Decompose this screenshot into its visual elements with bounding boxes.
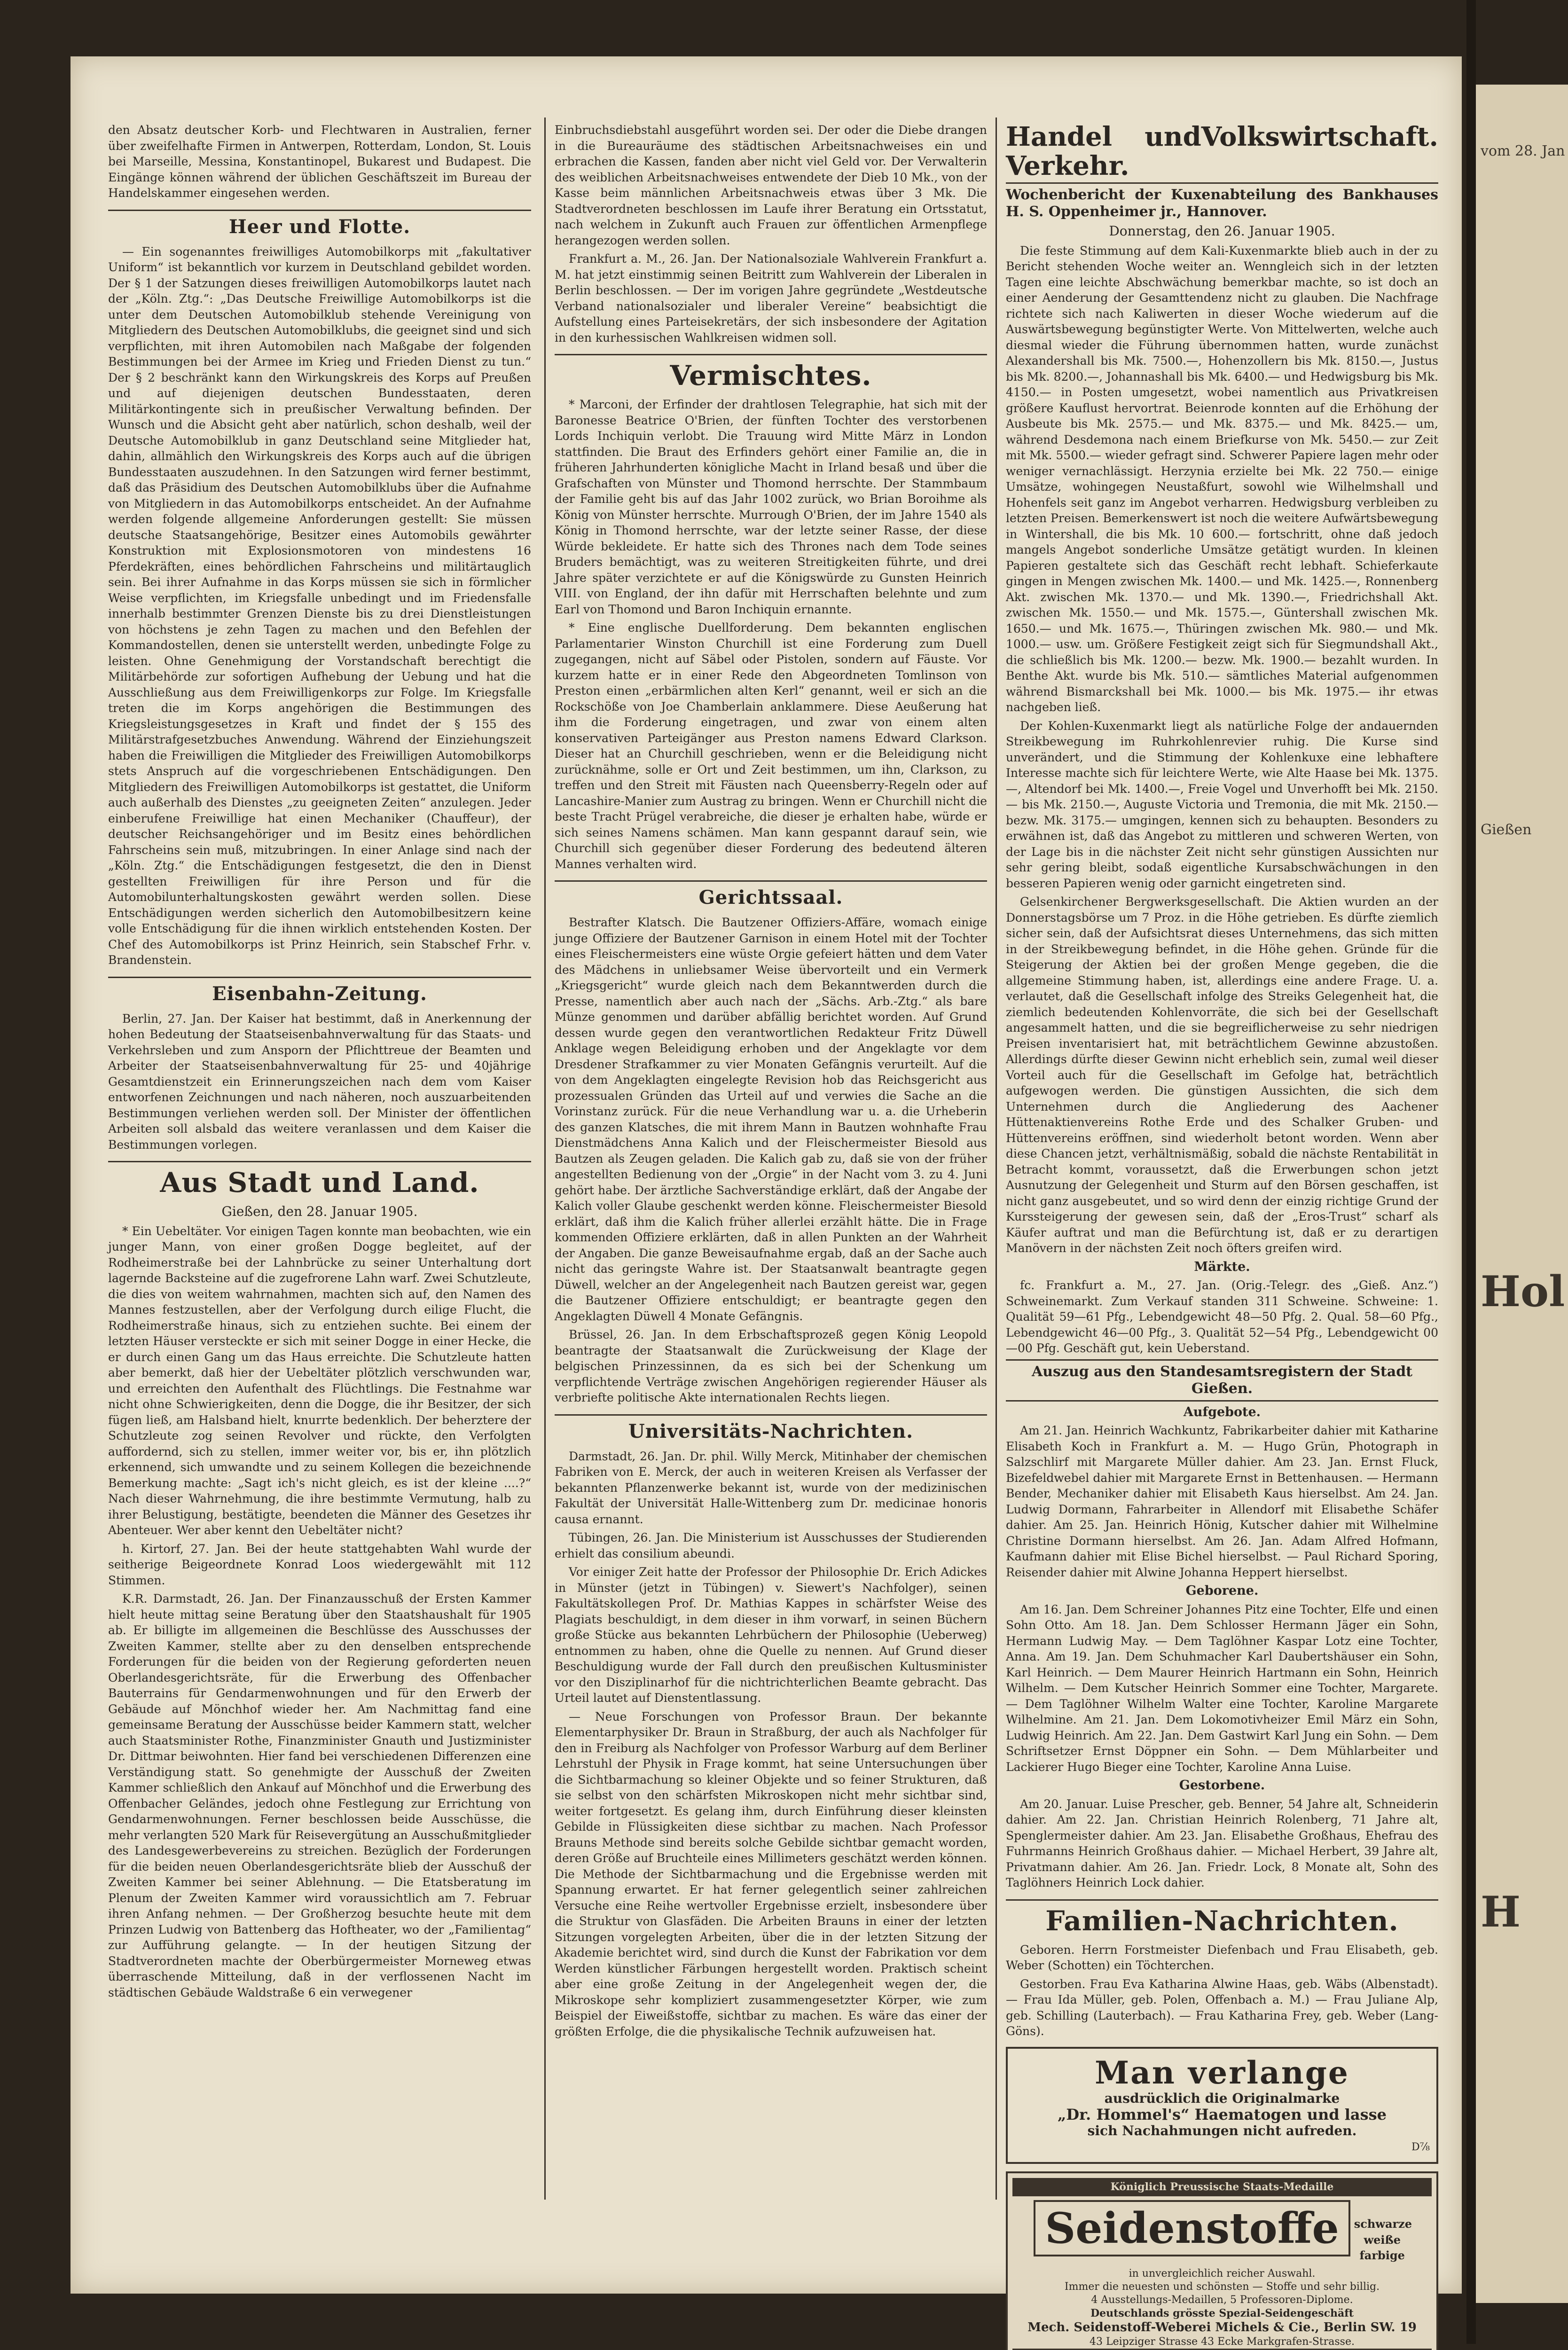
familien-gestorben: Gestorben. Frau Eva Katharina Alwine Haas, geb. Wäbs (Albenstadt). — Frau Ida Müller, geb. Polen, Offenbach a. M.) — Frau Juliane Alp, geb. Schilling (Lauterbach). — Frau Katharina Frey, geb. Weber (Lang-Göns).	[1006, 1976, 1438, 2039]
familien-geboren: Geboren. Herrn Forstmeister Diefenbach und Frau Elisabeth, geb. Weber (Schotten) ein Töchterchen.	[1006, 1942, 1438, 1974]
article-intro-text: den Absatz deutscher Korb- und Flechtwaren in Australien, ferner über zweifelhafte Firmen in Antwerpen, Rotterdam, London, St. Louis bei Marseille, Messina, Konstantinopel, Bukarest und Budapest. Die Eingänge können während der üblichen Geschäftszeit im Bureau der Handelskammer eingesehen werden.	[108, 122, 531, 201]
section-heading-stadt-und-land: Aus Stadt und Land.	[108, 1161, 531, 1198]
list-gestorbene: Am 20. Januar. Luise Prescher, geb. Benner, 54 Jahre alt, Schneiderin dahier. Am 22. Jan. Christian Heinrich Rolenberg, 71 Jahre alt, Spenglermeister dahier. Am 23. Jan. Elisabethe Großhaus, Ehefrau des Fuhrmanns Heinrich Großhaus dahier. — Michael Herbert, 39 Jahre alt, Privatmann dahier. Am 26. Jan. Friedr. Lock, 8 Monate alt, Sohn des Taglöhners Heinrich Lock dahier.	[1006, 1796, 1438, 1891]
ad2-line-4: Deutschlands grösste Spezial-Seidengeschäft	[1012, 2307, 1432, 2320]
list-aufgebote: Am 21. Jan. Heinrich Wachkuntz, Fabrikarbeiter dahier mit Katharine Elisabeth Koch in Frankfurt a. M. — Hugo Grün, Photograph in Salzschlirf mit Margarete Müller dahier. Am 23. Jan. Ernst Fluck, Bizefeldwebel dahier mit Margarete Ernst in Bettenhausen. — Hermann Bender, Mechaniker dahier mit Elisabeth Kaus hierselbst. Am 24. Jan. Ludwig Dormann, Fahrarbeiter in Allendorf mit Elisabethe Schäfer dahier. Am 25. Jan. Heinrich Hönig, Kutscher dahier mit Wilhelmine Christine Dormann hierselbst. Am 26. Jan. Adam Alfred Hofmann, Kaufmann dahier mit Elise Bichel hierselbst. — Paul Richard Sporing, Reisender dahier mit Alwine Johanna Heppert hierselbst.	[1006, 1423, 1438, 1580]
article-darmstadt: K.R. Darmstadt, 26. Jan. Der Finanzausschuß der Ersten Kammer hielt heute mittag seine Beratung über den Staatshaushalt für 1905 ab. Er billigte im allgemeinen die Beschlüsse des Ausschusses der Zweiten Kammer, stellte aber zu den denselben entsprechende Forderungen für die beiden von der Regierung geforderten neuen Oberlandesgerichtsräte, für die Erwerbung des Offenbacher Bauterrains für Gendarmenwohnungen und für den Erwerb der Gebäude auf Mönchhof wieder her. Am Nachmittag fand eine gemeinsame Beratung der Ausschüsse beider Kammern statt, welcher auch Staatsminister Rothe, Finanzminister Gnauth und Justizminister Dr. Dittmar beiwohnten. Hier fand bei verschiedenen Differenzen eine Verständigung statt. So genehmigte der Ausschuß der Zweiten Kammer schließlich den Ankauf auf Mönchhof und die Erwerbung des Offenbacher Geländes, jedoch ohne Festlegung zur Errichtung von Gendarmenwohnungen. Ferner beschlossen beide Ausschüsse, die mehr verlangten 520 Mark für Reisevergütung an Ausschußmitglieder des Landesgewerbevereins zu streichen. Bezüglich der Forderungen für die beiden neuen Oberlandesgerichtsräte blieb der Ausschuß der Zweiten Kammer bei seiner Ablehnung. — Die Etatsberatung im Plenum der Zweiten Kammer wird voraussichtlich am 7. Februar ihren Anfang nehmen. — Der Großherzog besuchte heute mit dem Prinzen Ludwig von Battenberg das Hoftheater, wo der „Familientag“ zur Aufführung gelangte. — In der heutigen Sitzung der Stadtverordneten machte der Oberbürgermeister Morneweg etwas überraschende Mitteilung, daß in der verflossenen Nacht im städtischen Gebäude Waldstraße 6 ein verwegener	[108, 1591, 531, 2000]
wochenbericht-date: Donnerstag, den 26. Januar 1905.	[1006, 223, 1438, 239]
article-schweinemarkt: fc. Frankfurt a. M., 27. Jan. (Orig.-Telegr. des „Gieß. Anz.“) Schweinemarkt. Zum Verkauf standen 311 Schweine. Schweine: 1. Qualität 59—61 Pfg., Lebendgewicht 48—50 Pfg. 2. Qual. 58—60 Pfg., Lebendgewicht 46—00 Pfg., 3. Qualität 52—54 Pfg., Lebendgewicht 00—00 Pfg. Geschäft gut, kein Ueberstand.	[1006, 1277, 1438, 1356]
column-3	[1006, 122, 1438, 2350]
ad2-address: 43 Leipziger Strasse 43 Ecke Markgrafen-Strasse.	[1012, 2335, 1432, 2349]
column-1	[108, 122, 531, 2003]
heading-standesamt: Auszug aus den Standesamtsregistern der Stadt Gießen.	[1006, 1359, 1438, 1402]
section-heading-gerichtssaal: Gerichtssaal.	[555, 880, 987, 909]
article-tuebingen: Tübingen, 26. Jan. Die Ministerium ist Ausschusses der Studierenden erhielt das consilium abeundi.	[555, 1530, 987, 1561]
article-braun: — Neue Forschungen von Professor Braun. Der bekannte Elementarphysiker Dr. Braun in Straßburg, der auch als Nachfolger für den in Freiburg als Nachfolger von Professor Warburg auf dem Berliner Lehrstuhl der Physik in Frage kommt, hat seine Untersuchungen über die Sichtbarmachung so kleiner Objekte und so feiner Strukturen, daß sie selbst von den schärfsten Mikroskopen nicht mehr sichtbar sind, weiter fortgesetzt. Es gelang ihm, durch Einführung dieser kleinsten Gebilde in Flüssigkeiten diese sichtbar zu machen. Nach Professor Brauns Methode sind bereits solche Gebilde sichtbar gemacht worden, deren Größe auf Bruchteile eines Millimeters geschätzt werden können. Die Methode der Sichtbarmachung und die Ergebnisse werden mit Spannung erwartet. Er hat ferner gelegentlich seiner zahlreichen Versuche eine Reihe wertvoller Ergebnisse erzielt, insbesondere über die Struktur von Glasfäden. Die Arbeiten Brauns in einer der letzten Sitzungen vorgelegten Arbeiten, über die in der letzten Sitzung der Akademie berichtet wird, sind durch die Kunst der Fabrikation vor dem Werden künstlicher Färbungen hergestellt worden. Praktisch scheint aber eine große Zeitung in der Angelegenheit wegen der, die Mikroskope sehr kompliziert zusammengesetzter Körper, wie zum Beispiel der Eiweißstoffe, sichtbar zu machen. Es wäre das einer der größten Erfolge, die die physikalische Technik aufzuweisen hat.	[555, 1709, 987, 2040]
ad2-side-text: schwarze weiße farbige	[1354, 2216, 1411, 2264]
section-heading-heer: Heer und Flotte.	[108, 210, 531, 238]
section-heading-universitaet: Universitäts-Nachrichten.	[555, 1414, 987, 1443]
ad2-line-3: 4 Ausstellungs-Medaillen, 5 Professoren-Diplome.	[1012, 2294, 1432, 2307]
article-uebeltaeter: * Ein Uebeltäter. Vor einigen Tagen konnte man beobachten, wie ein junger Mann, von einer großen Dogge begleitet, auf der Rodheimerstraße bei der Lahnbrücke zu seiner Unterhaltung dort lagernde Backsteine auf die zugefrorene Lahn warf. Zwei Schutzleute, die dies von weitem wahrnahmen, machten sich auf, den Namen des Mannes festzustellen, aber der Verfolgung durch eilige Flucht, die Rodheimerstraße hinaus, sich zu entziehen suchte. Bei einem der letzten Häuser versteckte er sich mit seiner Dogge in einer Hecke, die er durch einen Gang um das Haus erreichte. Die Schutzleute hatten aber bemerkt, daß hier der Uebeltäter plötzlich verschwunden war, und erreichten den Aufenthalt des Flüchtlings. Die Festnahme war nicht ohne Schwierigkeiten, denn die Dogge, die ihr Besitzer, der sich fügen ließ, am Halsband hielt, knurrte bedenklich. Der beherztere der Schutzleute zog seinen Revolver und rückte, den Verfolgten auffordernd, sich zu stellen, immer weiter vor, bis er, ihn plötzlich erkennend, sich umwandte und zu seinem Kollegen die bezeichnende Bemerkung machte: „Sagt ich's nicht gleich, es ist der kleine ....?“ Nach dieser Wahrnehmung, die ihre bestimmte Vermutung, halb zu ihrer Belustigung, bestätigte, beendeten die Männer des Gesetzes ihr Abenteuer. Wer aber kennt den Uebeltäter nicht?	[108, 1223, 531, 1538]
column-rule-1	[544, 118, 546, 2200]
section-heading-vermischtes: Vermischtes.	[555, 354, 987, 391]
section-masthead	[1006, 122, 1438, 180]
ad2-firm: Mech. Seidenstoff-Weberei Michels & Cie., Berlin SW. 19	[1012, 2320, 1432, 2336]
column-rule-2	[996, 118, 997, 2200]
ad2-proben	[1012, 2349, 1432, 2350]
article-frankfurt: Frankfurt a. M., 26. Jan. Der Nationalsoziale Wahlverein Frankfurt a. M. hat jetzt einstimmig seinen Beitritt zum Wahlverein der Liberalen in Berlin beschlossen. — Der im vorigen Jahre gegründete „Westdeutsche Verband nationalsozialer und liberaler Vereine“ beabsichtigt die Aufstellung eines Parteisekretärs, der sich insbesondere der Agitation in den kurhessischen Wahlkreisen widmen soll.	[555, 251, 987, 345]
article-einbruch: Einbruchsdiebstahl ausgeführt worden sei. Der oder die Diebe drangen in die Bureauräume des städtischen Arbeitsnachweises ein und erbrachen die Kassen, fanden aber nicht viel Geld vor. Der Verwalterin des weiblichen Arbeitsnachweises entwendete der Dieb 10 Mk., von der Kasse beim männlichen Arbeitsnachweis etwas über 3 Mk. Die Stadtverordneten beschlossen im Laufe ihrer Beratung ein Ortsstatut, nach welchem in Zukunft auch Frauen zur öffentlichen Armenpflege herangezogen werden sollen.	[555, 122, 987, 248]
page-gutter	[1466, 0, 1476, 2344]
heading-geborene: Geborene.	[1006, 1583, 1438, 1599]
heading-gestorbene: Gestorbene.	[1006, 1778, 1438, 1794]
adjacent-page-text: Gießen	[1476, 820, 1568, 840]
article-marconi: * Marconi, der Erfinder der drahtlosen Telegraphie, hat sich mit der Baronesse Beatrice O'Brien, der fünften Tochter des verstorbenen Lords Inchiquin verlobt. Die Trauung wird Mitte März in London stattfinden. Die Braut des Erfinders gehört einer Familie an, die in früheren Jahrhunderten königliche Macht in Irland besaß und über die Grafschaften von Münster und Thomond herrschte. Der Stammbaum der Familie geht bis auf das Jahr 1002 zurück, wo Brian Boroihme als König von Münster herrschte. Murrough O'Brien, der im Jahre 1540 als König in Thomond herrschte, war der letzte seiner Rasse, der diese Würde bekleidete. Er hatte sich des Thrones nach dem Tode seines Bruders bemächtigt, was zu weiteren Streitigkeiten führte, und drei Jahre später verzichtete er auf die Königswürde zu Gunsten Heinrich VIII. von England, der ihn dafür mit Herrschaften belehnte und zum Earl von Thomond und Baron Inchiquin ernannte.	[555, 397, 987, 617]
wochenbericht-heading: Wochenbericht der Kuxenabteilung des Bankhauses H. S. Oppenheimer jr., Hannover.	[1006, 182, 1438, 220]
article-adickes: Vor einiger Zeit hatte der Professor der Philosophie Dr. Erich Adickes in Münster (jetzt in Tübingen) v. Siewert's Nachfolger), seinen Fakultätskollegen Prof. Dr. Mathias Kappes in schärfster Weise des Plagiats beschuldigt, in dem dieser in ihm vorwarf, in seinen Büchern große Stücke aus bekannten Lehrbüchern der Philosophie (Ueberweg) entnommen zu haben, ohne die Quelle zu nennen. Auf Grund dieser Beschuldigung wurde der Fall durch den preußischen Kultusminister vor den Disziplinarhof für die nichtrichterlichen Beamte gebracht. Das Urteil lautet auf Dienstentlassung.	[555, 1564, 987, 1706]
article-merck: Darmstadt, 26. Jan. Dr. phil. Willy Merck, Mitinhaber der chemischen Fabriken von E. Merck, der auch in weiteren Kreisen als Verfasser der bekannten Pflanzenwerke bekannt ist, wurde von der medizinischen Fakultät der Universität Halle-Wittenberg zum Dr. medicinae honoris causa ernannt.	[555, 1449, 987, 1528]
advertisement-haematogen	[1006, 2047, 1438, 2164]
article-heer-text: — Ein sogenanntes freiwilliges Automobilkorps mit „fakultativer Uniform“ ist bekanntlich vor kurzem in Deutschland gebildet worden. Der § 1 der Satzungen dieses freiwilligen Automobilkorps lautet nach der „Köln. Ztg.“: „Das Deutsche Freiwillige Automobilkorps ist die unter dem Deutschen Automobilklub stehende Vereinigung von Mitgliedern des Deutschen Automobilklubs, die geeignet sind und sich verpflichten, mit ihren Automobilen nach Maßgabe der folgenden Bestimmungen bei der Armee im Krieg und Frieden Dienst zu tun.“ Der § 2 beschränkt kann den Wirkungskreis des Korps auf Preußen und auf diejenigen deutschen Bundesstaaten, deren Militärkontingente sich in preußischer Verwaltung befinden. Der Wunsch und die Absicht geht aber natürlich, schon deshalb, weil der Deutsche Automobilklub in ganz Deutschland seine Mitglieder hat, dahin, allmählich den Wirkungskreis des Korps auch auf die übrigen Bundesstaaten auszudehnen. In den Satzungen wird ferner bestimmt, daß das Präsidium des Deutschen Automobilklubs über die Aufnahme von Mitgliedern in das Automobilkorps entscheidet. An der Aufnahme werden folgende allgemeine Anforderungen gestellt: Sie müssen deutsche Staatsangehörige, Besitzer eines Automobils gewährter Konstruktion mit Explosionsmotoren von mindestens 16 Pferdekräften, eines behördlichen Fahrscheins und militärtauglich sein. Bei ihrer Aufnahme in das Korps müssen sie sich in förmlicher Weise verpflichten, im Kriegsfalle unbedingt und im Friedensfalle innerhalb bestimmter Grenzen Dienste bis zu drei Dienstleistungen von höchstens je zehn Tagen zu machen und den Befehlen der Kommandostellen, denen sie unterstellt werden, unbedingte Folge zu leisten. Ohne Genehmigung der Vorstandschaft berechtigt die Militärbehörde zur sofortigen Aufhebung der Uebung und hat die Ausschließung aus dem Freiwilligenkorps zur Folge. Im Kriegsfalle treten die im Korps angehörigen die Bestimmungen des Kriegsleistungsgesetzes in Kraft und findet der § 155 des Militärstrafgesetzbuches Anwendung. Während der Einziehungszeit haben die Freiwilligen die Mitglieder des Freiwilligen Automobilkorps stets Anspruch auf die vorgeschriebenen Entschädigungen. Den Mitgliedern des Freiwilligen Automobilkorps ist gestattet, die Uniform auch außerhalb des Dienstes „zu geeigneten Zeiten“ anzulegen. Jeder einberufene Freiwillige hat einen Mechaniker (Chauffeur), der deutscher Reichsangehöriger und im Besitz eines behördlichen Fahrscheins sein muß, mitzubringen. In einer Anlage sind nach der „Köln. Ztg.“ die Entschädigungen festgesetzt, die den in Dienst gestellten Freiwilligen für ihre Person und für die Automobilunterhaltungskosten gewährt werden sollen. Diese Entschädigungen werden sicherlich den Automobilbesitzern keine volle Entschädigung für die ihnen wirklich entstehenden Kosten. Der Chef des Automobilkorps ist Prinz Heinrich, sein Stabschef Frhr. v. Brandenstein.	[108, 244, 531, 968]
article-kirtorf: h. Kirtorf, 27. Jan. Bei der heute stattgehabten Wahl wurde der seitherige Beigeordnete Konrad Loos wiedergewählt mit 112 Stimmen.	[108, 1541, 531, 1589]
list-geborene: Am 16. Jan. Dem Schreiner Johannes Pitz eine Tochter, Elfe und einen Sohn Otto. Am 18. Jan. Dem Schlosser Hermann Jäger ein Sohn, Hermann Ludwig May. — Dem Taglöhner Kaspar Lotz eine Tochter, Anna. Am 19. Jan. Dem Schuhmacher Karl Daubertshäuser ein Sohn, Karl Heinrich. — Dem Maurer Heinrich Hartmann ein Sohn, Heinrich Wilhelm. — Dem Kutscher Heinrich Sommer eine Tochter, Margarete. — Dem Taglöhner Wilhelm Walter eine Tochter, Karoline Margarete Wilhelmine. Am 21. Jan. Dem Lokomotivheizer Emil März ein Sohn, Ludwig Heinrich. Am 22. Jan. Dem Gastwirt Karl Jung ein Sohn. — Dem Schriftsetzer Ernst Döppner ein Sohn. — Dem Mühlarbeiter und Lackierer Hugo Bieger eine Tochter, Karoline Anna Luise.	[1006, 1602, 1438, 1775]
column-2	[555, 122, 987, 2042]
article-eisenbahn-text: Berlin, 27. Jan. Der Kaiser hat bestimmt, daß in Anerkennung der hohen Bedeutung der Staatseisenbahnverwaltung für das Staats- und Verkehrsleben und zum Ansporn der Pflichttreue der Beamten und Arbeiter der Staatseisenbahnverwaltung für 25- und 40jährige Gesamtdienstzeit ein Erinnerungszeichen nach dem vom Kaiser entworfenen Zeichnungen und nach näheren, noch auszuarbeitenden Bestimmungen verliehen werden soll. Der Minister der öffentlichen Arbeiten soll alsbald das weitere veranlassen und dem Kaiser die Bestimmungen vorlegen.	[108, 1011, 531, 1153]
ad-code: D⅞	[1014, 2139, 1430, 2155]
section-heading-eisenbahn: Eisenbahn-Zeitung.	[108, 977, 531, 1005]
ad2-medal-line: Königlich Preussische Staats-Medaille	[1012, 2178, 1432, 2197]
adjacent-page-heading-2: H	[1476, 1884, 1568, 1940]
ad2-line-1: in unvergleichlich reicher Auswahl.	[1012, 2267, 1432, 2280]
dateline: Gießen, den 28. Januar 1905.	[108, 1204, 531, 1220]
masthead-volkswirtschaft: Volkswirtschaft.	[1201, 122, 1438, 180]
ad-line-3: sich Nachahmungen nicht aufreden.	[1014, 2123, 1430, 2139]
article-duellforderung: * Eine englische Duellforderung. Dem bekannten englischen Parlamentarier Winston Churchill ist eine Forderung zum Duell zugegangen, nicht auf Säbel oder Pistolen, sondern auf Fäuste. Vor kurzem hatte er in einer Rede den Abgeordneten Tomlinson von Preston einen „erbärmlichen alten Kerl“ genannt, weil er sich an die Rockschöße von Joe Chamberlain anklammere. Diese Aeußerung hat ihm die Forderung eingetragen, und zwar von einem alten konservativen Parteigänger aus Preston namens Edward Clarkson. Dieser hat an Churchill geschrieben, wenn er die Beleidigung nicht zurücknähme, solle er Ort und Zeit bestimmen, um ihn, Clarkson, zu treffen und den Streit mit Fäusten nach Queensberry-Regeln oder auf Lancashire-Manier zum Austrag zu bringen. Wenn er Churchill nicht die beste Tracht Prügel verabreiche, die dieser je erhalten habe, würde er sich seines Namens schämen. Man kann gespannt darauf sein, wie Churchill sich gegenüber dieser Forderung des bedeutend älteren Mannes verhalten wird.	[555, 620, 987, 872]
section-heading-familien: Familien-Nachrichten.	[1006, 1899, 1438, 1936]
heading-aufgebote: Aufgebote.	[1006, 1404, 1438, 1420]
article-kohlen: Der Kohlen-Kuxenmarkt liegt als natürliche Folge der andauernden Streikbewegung im Ruhrkohlenrevier ruhig. Die Kurse sind unverändert, und die Stimmung der Kohlenkuxe eine lebhaftere Interesse machte sich für leichtere Werte, wie Alte Haase bei Mk. 1375.—, Altendorf bei Mk. 1400.—, Freie Vogel und Unverhofft bei Mk. 2150.— bis Mk. 2150.—, Auguste Victoria und Tremonia, die mit Mk. 2150.— bezw. Mk. 3175.— umgingen, kennen sich zu behaupten. Besonders zu erwähnen ist, daß das Angebot zu mittleren und schweren Werten, von der Lage bis in die nächster Zeit nicht sehr günstigen Aussichten nur sehr gering bleibt, sodaß eigentliche Kursabschwächungen in den besseren Papieren wenig oder garnicht eingetreten sind.	[1006, 718, 1438, 892]
masthead-handel: Handel und Verkehr.	[1006, 122, 1201, 180]
article-kali: Die feste Stimmung auf dem Kali-Kuxenmarkte blieb auch in der zu Bericht stehenden Woche weiter an. Wenngleich sich in der letzten Tagen eine leichte Abschwächung bemerkbar machte, so ist doch an einer Aenderung der Gesamttendenz nicht zu glauben. Die Nachfrage richtete sich nach Kaliwerten in dieser Woche wiederum auf die Auswärtsbewegung begünstigter Werte. Von Mittelwerten, welche auch diesmal wieder die Führung übernommen hatten, wurde zunächst Alexandershall bis Mk. 7500.—, Hohenzollern bis Mk. 8150.—, Justus bis Mk. 8200.—, Johannashall bis Mk. 6400.— und Hedwigsburg bis Mk. 4150.— in Posten umgesetzt, wobei namentlich aus Privatkreisen größere Kauflust hervortrat. Beienrode konnten auf die Erhöhung der Ausbeute bis Mk. 2575.— und Mk. 8375.— und Mk. 8425.— um, während Desdemona nach einem Briefkurse von Mk. 5450.— zur Zeit mit Mk. 5500.— wieder gefragt sind. Schwerer Papiere lagen mehr oder weniger vernachlässigt. Herzynia erzielte bei Mk. 22 750.— einige Umsätze, wohingegen Neustaßfurt, sowohl wie Wilhelmshall und Hohenfels seit ganz im Angebot verharren. Hedwigsburg verbleiben zu letzten Preisen. Bemerkenswert ist noch die weitere Aufwärtsbewegung in Wintershall, die bis Mk. 10 600.— fortschritt, ohne daß jedoch mangels Angebot sonderliche Umsätze getätigt wurden. In kleinen Papieren gestaltete sich das Geschäft recht lebhaft. Schieferkaute gingen in Mengen zwischen Mk. 1400.— und Mk. 1425.—, Ronnenberg Akt. zwischen Mk. 1370.— und Mk. 1390.—, Friedrichshall Akt. zwischen Mk. 1550.— und Mk. 1575.—, Güntershall zwischen Mk. 1650.— und Mk. 1675.—, Thüringen zwischen Mk. 980.— und Mk. 1000.— usw. um. Größere Festigkeit zeigt sich für Siegmundshall Akt., die schließlich bis Mk. 1200.— bezw. Mk. 1900.— bezahlt wurden. In Benthe Akt. wurde bis Mk. 510.— sämtliches Material aufgenommen während Bismarckshall bei Mk. 1000.— bis Mk. 1975.— ihr etwas nachgeben ließ.	[1006, 243, 1438, 715]
heading-maerkte: Märkte.	[1006, 1259, 1438, 1275]
article-bruessel: Brüssel, 26. Jan. In dem Erbschaftsprozeß gegen König Leopold beantragte der Staatsanwalt die Zurückweisung der Klage der belgischen Prinzessinnen, da es sich bei der Schenkung um verpflichtende Verträge zwischen Angehörigen regierender Häuser als verbriefte politische Akte internationalen Rechts liegen.	[555, 1327, 987, 1406]
ad-headline: Man verlange	[1014, 2055, 1430, 2090]
advertisement-seidenstoffe	[1006, 2171, 1438, 2350]
ad2-brand: Seidenstoffe	[1034, 2200, 1350, 2256]
ad-line-1: ausdrücklich die Originalmarke	[1014, 2090, 1430, 2107]
article-klatsch: Bestrafter Klatsch. Die Bautzener Offiziers-Affäre, womach einige junge Offiziere der Bautzener Garnison in einem Hotel mit der Tochter eines Fleischermeisters eine wüste Orgie gefeiert hätten und dem Vater des Mädchens in unliebsamer Weise übervorteilt und ein Vermerk „Kriegsgericht“ wurde gleich nach dem Bekanntwerden durch die Presse, namentlich aber auch nach der „Sächs. Arb.-Ztg.“ als bare Münze genommen und darüber abfällig berichtet worden. Auf Grund dessen wurde gegen den verantwortlichen Redakteur Fritz Düwell Anklage wegen Beleidigung erhoben und der Angeklagte vor dem Dresdener Strafkammer zu vier Monaten Gefängnis verurteilt. Auf die von dem Angeklagten eingelegte Revision hob das Reichsgericht aus prozessualen Gründen das Urteil auf und verwies die Sache an die Vorinstanz zurück. Für die neue Verhandlung war u. a. die Urheberin des ganzen Klatsches, die mit ihrem Mann in Bautzen wohnhafte Frau Dienstmädchens Anna Kalich und der Fleischermeister Biesold aus Bautzen als Zeugen geladen. Die Kalich gab zu, daß sie von der früher angestellten Bedienung von der „Orgie“ in der Nacht vom 3. zu 4. Juni gehört habe. Der ärztliche Sachverständige erklärt, daß der Angabe der Kalich voller Glaube geschenkt werden könne. Fleischermeister Biesold erklärt, daß ihm die Kalich früher allerlei erzählt hätte. Die in Frage kommenden Offiziere erklärten, daß in allen Punkten an der Wahrheit der Angaben. Die ganze Beweisaufnahme ergab, daß an der Sache auch nicht das geringste Wahre ist. Der Staatsanwalt beantragte gegen Düwell, welcher an der Angelegenheit nach Bautzen gereist war, gegen die Bautzener Offiziere entschuldigt; er beantragte gegen den Angeklagten Düwell 4 Monate Gefängnis.	[555, 915, 987, 1324]
ad-line-2: „Dr. Hommel's“ Haematogen und lasse	[1014, 2107, 1430, 2123]
adjacent-page-header: vom 28. Jan	[1476, 141, 1568, 162]
adjacent-page-edge	[1476, 85, 1568, 2303]
adjacent-page-heading: Hol	[1476, 1263, 1568, 1320]
article-gelsenkirchen: Gelsenkirchener Bergwerksgesellschaft. Die Aktien wurden an der Donnerstagsbörse um 7 Proz. in die Höhe getrieben. Es dürfte ziemlich sicher sein, daß der Aufsichtsrat dieses Unternehmens, das sich mitten in der Streikbewegung befindet, in die Höhe gehen. Gründe für die Steigerung der Aktien bei der großen Menge gegeben, die die allgemeine Stimmung haben, ist, allerdings eine andere Frage. U. a. verlautet, daß die Gesellschaft infolge des Streiks Gelegenheit hat, die ziemlich bedeutenden Kohlenvorräte, die sich bei der Gesellschaft angesammelt hatten, und die sie begreiflicherweise zu sehr niedrigen Preisen inventarisiert hat, mit beträchtlichem Gewinne abzustoßen. Allerdings dürfte dieser Gewinn nicht erheblich sein, zumal weil dieser Vorteil auch für die Gesellschaft im Gefolge hat, beträchtlich aufgewogen werden. Die günstigen Aussichten, die sich dem Unternehmen durch die Angliederung des Aachener Hüttenaktienvereins Rothe Erde und des Schalker Gruben- und Hüttenvereins eröffnen, sind wiederholt betont worden. Wenn aber diese Chancen jetzt, verhältnismäßig, sobald die nächste Rentabilität in Betracht kommt, voraussetzt, daß die Erwerbungen schon jetzt Ausnutzung der Gelegenheit und Sturm auf den Börsen geschaffen, ist nicht ganz ausgebeutet, und so wird denn der einzig richtige Grund der Kurssteigerung der gewesen sein, daß der „Eros-Trust“ scharf als Käufer auftrat und man die Befürchtung ist, daß er zu derartigen Manövern in der nächsten Zeit noch öfters greifen wird.	[1006, 894, 1438, 1256]
ad2-line-2: Immer die neuesten und schönsten — Stoffe und sehr billig.	[1012, 2280, 1432, 2294]
